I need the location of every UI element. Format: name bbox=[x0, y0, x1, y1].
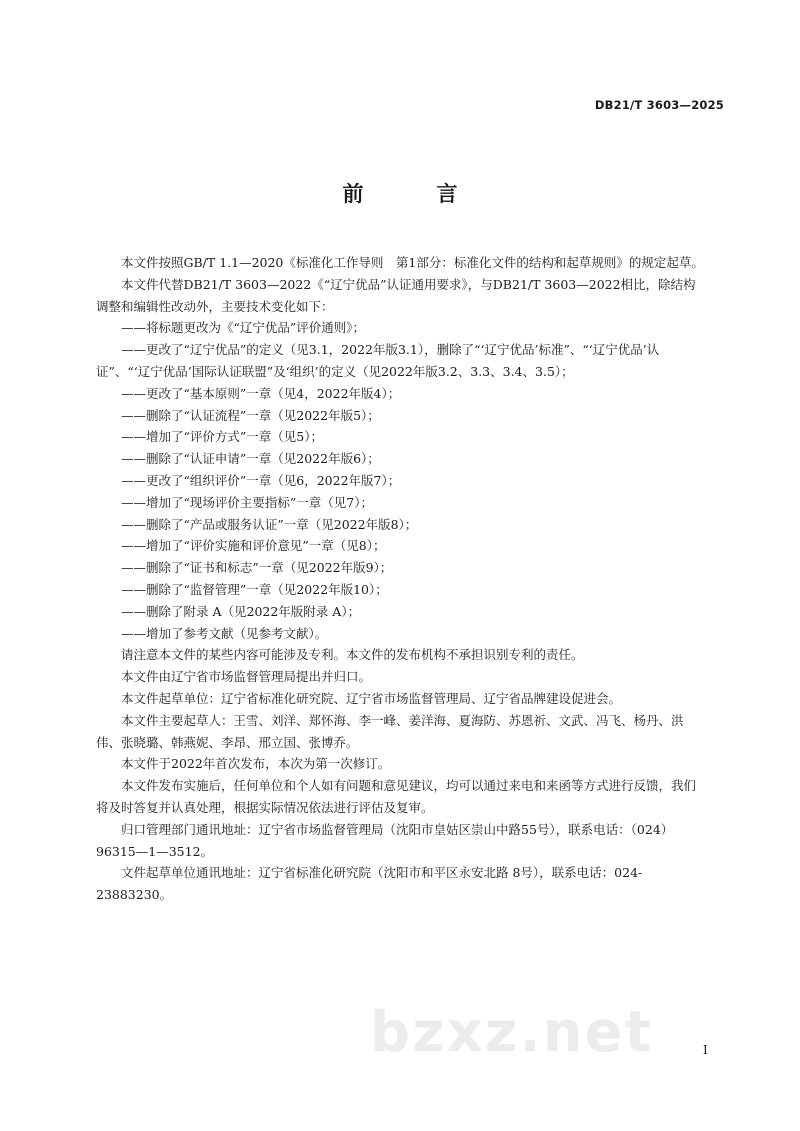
paragraph-history: 本文件于2022年首次发布，本次为第一次修订。 bbox=[121, 756, 391, 772]
paragraph-drafter-address: 文件起草单位通讯地址：辽宁省标准化研究院（沈阳市和平区永安北路 8号），联系电话：024-23883230。 bbox=[96, 865, 643, 903]
change-item: ——增加了“评价实施和评价意见”一章（见8）； bbox=[121, 538, 386, 554]
paragraph-feedback: 本文件发布实施后，任何单位和个人如有问题和意见建议，均可以通过来电和来函等方式进行反馈，我们将及时答复并认真处理，根据实际情况依法进行评估及复审。 bbox=[96, 778, 697, 815]
change-item: ——更改了“辽宁优品”的定义（见3.1，2022年版3.1），删除了“‘辽宁优品’标准”、“‘辽宁优品’认证”、“‘辽宁优品’国际认证联盟”及‘组织’的定义（见2022年版3.2、3.3、3.4、3.5）； bbox=[96, 342, 660, 379]
change-item: ——增加了“现场评价主要指标”一章（见7）； bbox=[121, 494, 373, 510]
paragraph-proposer: 本文件由辽宁省市场监督管理局提出并归口。 bbox=[121, 669, 372, 685]
page-number: I bbox=[703, 1043, 708, 1057]
change-item: ——删除了“证书和标志”一章（见2022年版9）； bbox=[121, 560, 393, 576]
change-item: ——删除了“认证申请”一章（见2022年版6）； bbox=[121, 451, 380, 467]
change-item: ——删除了“监督管理”一章（见2022年版10）； bbox=[121, 581, 388, 597]
document-code: DB21/T 3603—2025 bbox=[594, 98, 724, 112]
watermark: bzxz.net bbox=[370, 1000, 654, 1065]
change-item: ——增加了参考文献（见参考文献）。 bbox=[121, 625, 328, 641]
change-item: ——更改了“基本原则”一章（见4，2022年版4）； bbox=[121, 385, 401, 401]
change-item: ——删除了“认证流程”一章（见2022年版5）； bbox=[121, 407, 380, 423]
change-item: ——增加了“评价方式”一章（见5）； bbox=[121, 429, 323, 445]
change-item: ——更改了“组织评价”一章（见6，2022年版7）； bbox=[121, 472, 401, 488]
change-item: ——将标题更改为《“辽宁优品”评价通则》； bbox=[121, 320, 366, 336]
paragraph-admin-address: 归口管理部门通讯地址：辽宁省市场监督管理局（沈阳市皇姑区崇山中路55号），联系电话：（024）96315—1—3512。 bbox=[96, 821, 674, 859]
change-item: ——删除了附录 A（见2022年版附录 A）； bbox=[121, 603, 361, 619]
change-item: ——删除了“产品或服务认证”一章（见2022年版8）； bbox=[121, 516, 418, 532]
paragraph-scope: 本文件按照GB/T 1.1—2020《标准化工作导则 第1部分：标准化文件的结构和起草规则》的规定起草。 bbox=[121, 255, 704, 270]
paragraph-drafters: 本文件主要起草人：王雪、刘洋、郑怀海、李一峰、姜洋海、夏海防、苏恩祈、文武、冯飞、杨丹、洪伟、张晓璐、韩燕妮、李昂、邢立国、张博乔。 bbox=[96, 712, 684, 750]
document-body bbox=[96, 252, 708, 906]
page-title: 前 言 bbox=[342, 182, 484, 206]
paragraph-replacement: 本文件代替DB21/T 3603—2022《“辽宁优品”认证通用要求》，与DB21/T 3603—2022相比，除结构调整和编辑性改动外，主要技术变化如下： bbox=[96, 276, 696, 314]
paragraph-patent: 请注意本文件的某些内容可能涉及专利。本文件的发布机构不承担识别专利的责任。 bbox=[121, 647, 584, 663]
paragraph-drafting-units: 本文件起草单位：辽宁省标准化研究院、辽宁省市场监督管理局、辽宁省品牌建设促进会。 bbox=[121, 690, 622, 706]
